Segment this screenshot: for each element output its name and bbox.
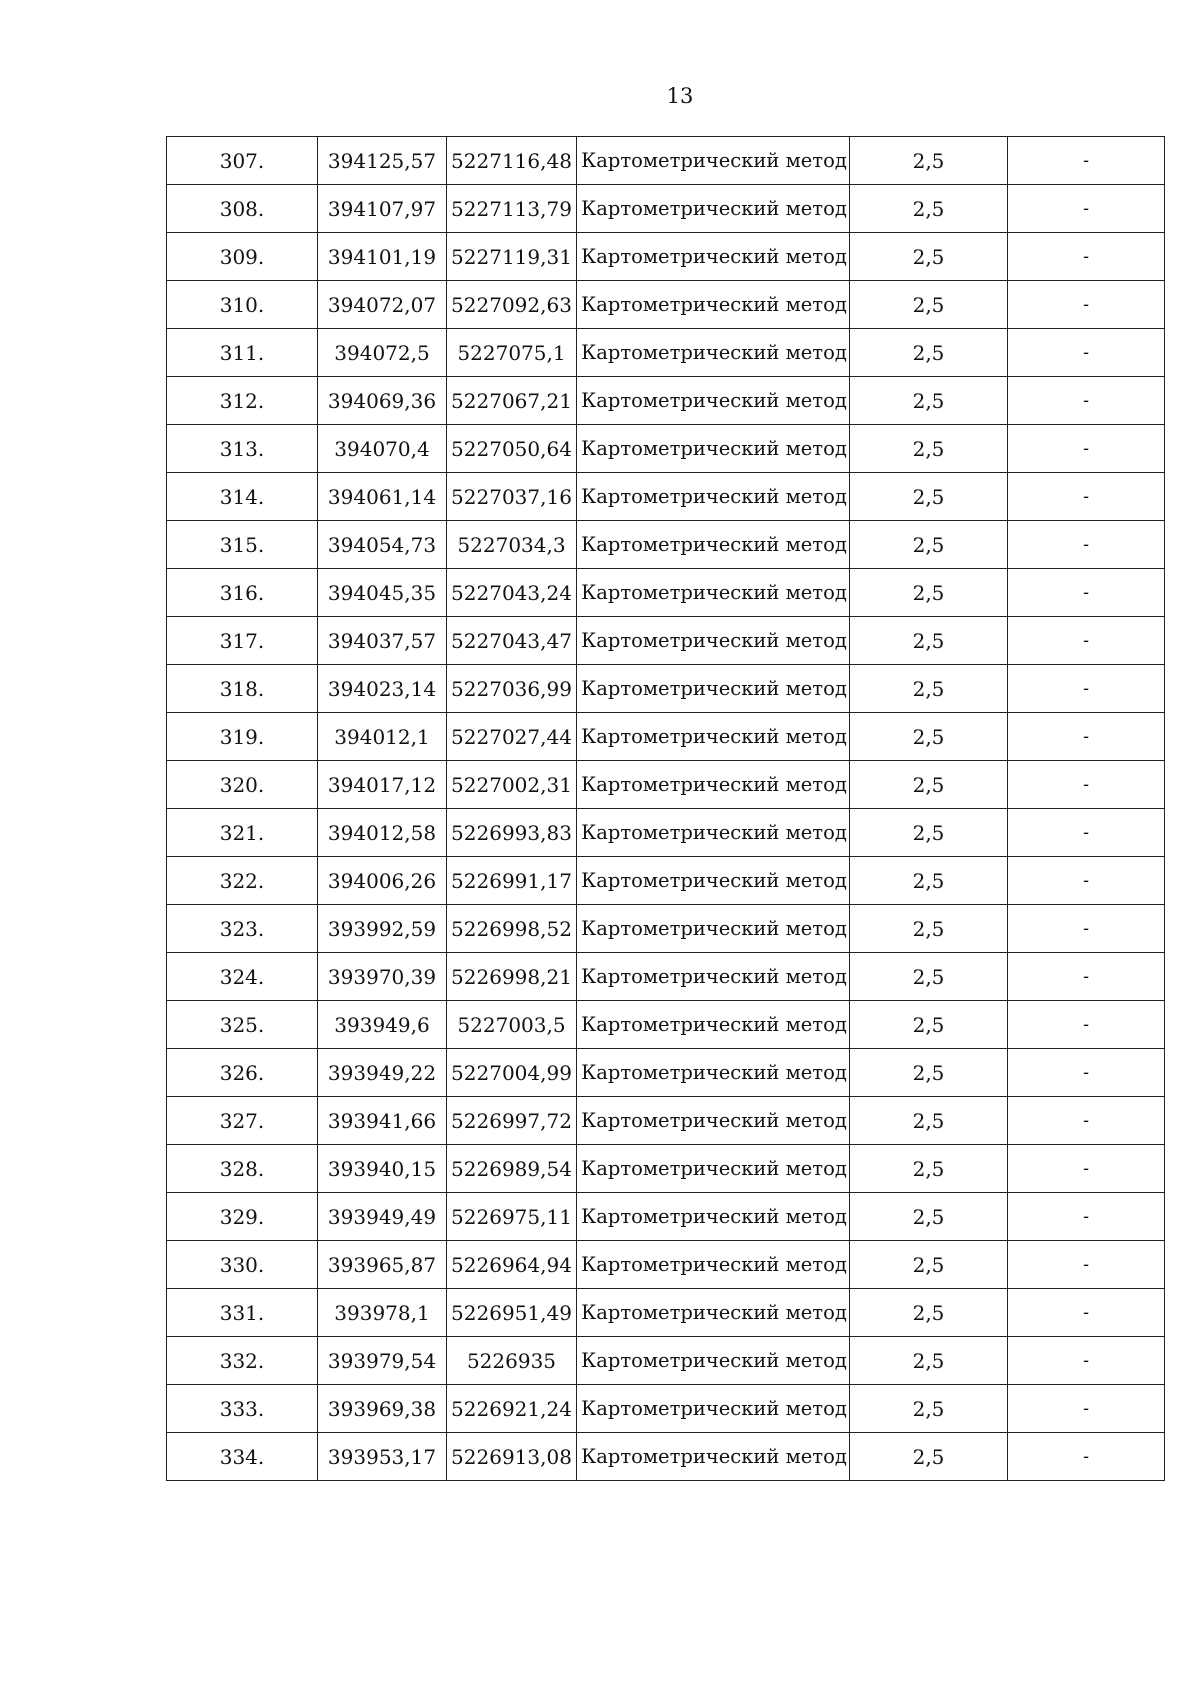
- x-coordinate-cell: 393940,15: [318, 1145, 447, 1193]
- accuracy-cell: 2,5: [850, 1337, 1008, 1385]
- description-cell: -: [1008, 809, 1165, 857]
- point-number-cell: 332.: [167, 1337, 318, 1385]
- description-cell: -: [1008, 617, 1165, 665]
- description-cell: -: [1008, 185, 1165, 233]
- point-number-cell: 313.: [167, 425, 318, 473]
- description-cell: -: [1008, 521, 1165, 569]
- y-coordinate-cell: 5227119,31: [447, 233, 577, 281]
- page-number: 13: [666, 84, 694, 108]
- table-row: [167, 185, 1165, 233]
- description-cell: -: [1008, 425, 1165, 473]
- accuracy-cell: 2,5: [850, 137, 1008, 185]
- table-row: [167, 761, 1165, 809]
- y-coordinate-cell: 5227002,31: [447, 761, 577, 809]
- y-coordinate-cell: 5227113,79: [447, 185, 577, 233]
- method-cell: Картометрический метод: [577, 713, 850, 761]
- accuracy-cell: 2,5: [850, 953, 1008, 1001]
- description-cell: -: [1008, 281, 1165, 329]
- method-cell: Картометрический метод: [577, 473, 850, 521]
- y-coordinate-cell: 5226964,94: [447, 1241, 577, 1289]
- accuracy-cell: 2,5: [850, 521, 1008, 569]
- description-cell: -: [1008, 857, 1165, 905]
- x-coordinate-cell: 394072,07: [318, 281, 447, 329]
- y-coordinate-cell: 5227043,24: [447, 569, 577, 617]
- description-cell: -: [1008, 1001, 1165, 1049]
- table-row: [167, 521, 1165, 569]
- x-coordinate-cell: 394069,36: [318, 377, 447, 425]
- x-coordinate-cell: 393941,66: [318, 1097, 447, 1145]
- method-cell: Картометрический метод: [577, 1049, 850, 1097]
- point-number-cell: 311.: [167, 329, 318, 377]
- accuracy-cell: 2,5: [850, 281, 1008, 329]
- y-coordinate-cell: 5226951,49: [447, 1289, 577, 1337]
- x-coordinate-cell: 394070,4: [318, 425, 447, 473]
- point-number-cell: 326.: [167, 1049, 318, 1097]
- accuracy-cell: 2,5: [850, 713, 1008, 761]
- description-cell: -: [1008, 1337, 1165, 1385]
- description-cell: -: [1008, 137, 1165, 185]
- y-coordinate-cell: 5227004,99: [447, 1049, 577, 1097]
- y-coordinate-cell: 5226975,11: [447, 1193, 577, 1241]
- description-cell: -: [1008, 1433, 1165, 1481]
- table-row: [167, 1049, 1165, 1097]
- x-coordinate-cell: 394012,1: [318, 713, 447, 761]
- method-cell: Картометрический метод: [577, 761, 850, 809]
- description-cell: -: [1008, 329, 1165, 377]
- method-cell: Картометрический метод: [577, 1289, 850, 1337]
- description-cell: -: [1008, 905, 1165, 953]
- x-coordinate-cell: 394125,57: [318, 137, 447, 185]
- accuracy-cell: 2,5: [850, 185, 1008, 233]
- table-row: [167, 425, 1165, 473]
- description-cell: -: [1008, 1289, 1165, 1337]
- table-row: [167, 1001, 1165, 1049]
- x-coordinate-cell: 393970,39: [318, 953, 447, 1001]
- method-cell: Картометрический метод: [577, 905, 850, 953]
- method-cell: Картометрический метод: [577, 1145, 850, 1193]
- method-cell: Картометрический метод: [577, 617, 850, 665]
- x-coordinate-cell: 393992,59: [318, 905, 447, 953]
- table-row: [167, 1097, 1165, 1145]
- method-cell: Картометрический метод: [577, 1385, 850, 1433]
- method-cell: Картометрический метод: [577, 521, 850, 569]
- y-coordinate-cell: 5226935: [447, 1337, 577, 1385]
- method-cell: Картометрический метод: [577, 953, 850, 1001]
- table-row: [167, 137, 1165, 185]
- accuracy-cell: 2,5: [850, 1433, 1008, 1481]
- accuracy-cell: 2,5: [850, 1289, 1008, 1337]
- table-row: [167, 665, 1165, 713]
- y-coordinate-cell: 5227092,63: [447, 281, 577, 329]
- y-coordinate-cell: 5227036,99: [447, 665, 577, 713]
- point-number-cell: 307.: [167, 137, 318, 185]
- point-number-cell: 310.: [167, 281, 318, 329]
- x-coordinate-cell: 393949,22: [318, 1049, 447, 1097]
- method-cell: Картометрический метод: [577, 137, 850, 185]
- table-row: [167, 857, 1165, 905]
- description-cell: -: [1008, 1049, 1165, 1097]
- point-number-cell: 323.: [167, 905, 318, 953]
- method-cell: Картометрический метод: [577, 1433, 850, 1481]
- table-row: [167, 329, 1165, 377]
- accuracy-cell: 2,5: [850, 857, 1008, 905]
- description-cell: -: [1008, 569, 1165, 617]
- method-cell: Картометрический метод: [577, 329, 850, 377]
- table-row: [167, 617, 1165, 665]
- table-row: [167, 905, 1165, 953]
- point-number-cell: 309.: [167, 233, 318, 281]
- x-coordinate-cell: 393949,6: [318, 1001, 447, 1049]
- x-coordinate-cell: 394072,5: [318, 329, 447, 377]
- description-cell: -: [1008, 953, 1165, 1001]
- y-coordinate-cell: 5227050,64: [447, 425, 577, 473]
- point-number-cell: 312.: [167, 377, 318, 425]
- y-coordinate-cell: 5226993,83: [447, 809, 577, 857]
- x-coordinate-cell: 393949,49: [318, 1193, 447, 1241]
- x-coordinate-cell: 394061,14: [318, 473, 447, 521]
- accuracy-cell: 2,5: [850, 1193, 1008, 1241]
- table-row: [167, 281, 1165, 329]
- y-coordinate-cell: 5226991,17: [447, 857, 577, 905]
- description-cell: -: [1008, 665, 1165, 713]
- table-row: [167, 1241, 1165, 1289]
- y-coordinate-cell: 5226989,54: [447, 1145, 577, 1193]
- y-coordinate-cell: 5227075,1: [447, 329, 577, 377]
- accuracy-cell: 2,5: [850, 1001, 1008, 1049]
- x-coordinate-cell: 393969,38: [318, 1385, 447, 1433]
- method-cell: Картометрический метод: [577, 809, 850, 857]
- table-row: [167, 1337, 1165, 1385]
- accuracy-cell: 2,5: [850, 569, 1008, 617]
- point-number-cell: 325.: [167, 1001, 318, 1049]
- y-coordinate-cell: 5226913,08: [447, 1433, 577, 1481]
- x-coordinate-cell: 394017,12: [318, 761, 447, 809]
- accuracy-cell: 2,5: [850, 761, 1008, 809]
- y-coordinate-cell: 5226997,72: [447, 1097, 577, 1145]
- table-row: [167, 809, 1165, 857]
- accuracy-cell: 2,5: [850, 1145, 1008, 1193]
- coordinates-table: [166, 136, 1165, 1481]
- y-coordinate-cell: 5226998,52: [447, 905, 577, 953]
- point-number-cell: 333.: [167, 1385, 318, 1433]
- accuracy-cell: 2,5: [850, 425, 1008, 473]
- method-cell: Картометрический метод: [577, 1001, 850, 1049]
- method-cell: Картометрический метод: [577, 281, 850, 329]
- table-row: [167, 713, 1165, 761]
- description-cell: -: [1008, 233, 1165, 281]
- description-cell: -: [1008, 473, 1165, 521]
- point-number-cell: 329.: [167, 1193, 318, 1241]
- y-coordinate-cell: 5227116,48: [447, 137, 577, 185]
- point-number-cell: 330.: [167, 1241, 318, 1289]
- accuracy-cell: 2,5: [850, 233, 1008, 281]
- point-number-cell: 308.: [167, 185, 318, 233]
- accuracy-cell: 2,5: [850, 1241, 1008, 1289]
- x-coordinate-cell: 394054,73: [318, 521, 447, 569]
- point-number-cell: 318.: [167, 665, 318, 713]
- accuracy-cell: 2,5: [850, 1385, 1008, 1433]
- accuracy-cell: 2,5: [850, 377, 1008, 425]
- point-number-cell: 316.: [167, 569, 318, 617]
- y-coordinate-cell: 5227034,3: [447, 521, 577, 569]
- x-coordinate-cell: 393978,1: [318, 1289, 447, 1337]
- accuracy-cell: 2,5: [850, 617, 1008, 665]
- table-row: [167, 1193, 1165, 1241]
- y-coordinate-cell: 5226998,21: [447, 953, 577, 1001]
- table-row: [167, 1289, 1165, 1337]
- point-number-cell: 327.: [167, 1097, 318, 1145]
- x-coordinate-cell: 393965,87: [318, 1241, 447, 1289]
- method-cell: Картометрический метод: [577, 1241, 850, 1289]
- description-cell: -: [1008, 1145, 1165, 1193]
- x-coordinate-cell: 393979,54: [318, 1337, 447, 1385]
- method-cell: Картометрический метод: [577, 377, 850, 425]
- accuracy-cell: 2,5: [850, 329, 1008, 377]
- accuracy-cell: 2,5: [850, 1097, 1008, 1145]
- y-coordinate-cell: 5227003,5: [447, 1001, 577, 1049]
- method-cell: Картометрический метод: [577, 1337, 850, 1385]
- y-coordinate-cell: 5227037,16: [447, 473, 577, 521]
- point-number-cell: 322.: [167, 857, 318, 905]
- x-coordinate-cell: 394012,58: [318, 809, 447, 857]
- point-number-cell: 314.: [167, 473, 318, 521]
- point-number-cell: 331.: [167, 1289, 318, 1337]
- table-row: [167, 377, 1165, 425]
- point-number-cell: 334.: [167, 1433, 318, 1481]
- table-row: [167, 1433, 1165, 1481]
- point-number-cell: 320.: [167, 761, 318, 809]
- method-cell: Картометрический метод: [577, 857, 850, 905]
- method-cell: Картометрический метод: [577, 665, 850, 713]
- x-coordinate-cell: 394037,57: [318, 617, 447, 665]
- y-coordinate-cell: 5227043,47: [447, 617, 577, 665]
- y-coordinate-cell: 5227027,44: [447, 713, 577, 761]
- accuracy-cell: 2,5: [850, 665, 1008, 713]
- table-row: [167, 473, 1165, 521]
- x-coordinate-cell: 394101,19: [318, 233, 447, 281]
- description-cell: -: [1008, 1097, 1165, 1145]
- method-cell: Картометрический метод: [577, 425, 850, 473]
- x-coordinate-cell: 394006,26: [318, 857, 447, 905]
- accuracy-cell: 2,5: [850, 473, 1008, 521]
- point-number-cell: 321.: [167, 809, 318, 857]
- point-number-cell: 328.: [167, 1145, 318, 1193]
- method-cell: Картометрический метод: [577, 1193, 850, 1241]
- table-row: [167, 569, 1165, 617]
- point-number-cell: 317.: [167, 617, 318, 665]
- description-cell: -: [1008, 1193, 1165, 1241]
- table-body: [167, 137, 1165, 1481]
- accuracy-cell: 2,5: [850, 905, 1008, 953]
- point-number-cell: 324.: [167, 953, 318, 1001]
- x-coordinate-cell: 394107,97: [318, 185, 447, 233]
- description-cell: -: [1008, 761, 1165, 809]
- description-cell: -: [1008, 377, 1165, 425]
- method-cell: Картометрический метод: [577, 569, 850, 617]
- table-row: [167, 1385, 1165, 1433]
- table-row: [167, 1145, 1165, 1193]
- point-number-cell: 319.: [167, 713, 318, 761]
- method-cell: Картометрический метод: [577, 185, 850, 233]
- x-coordinate-cell: 394045,35: [318, 569, 447, 617]
- accuracy-cell: 2,5: [850, 809, 1008, 857]
- y-coordinate-cell: 5226921,24: [447, 1385, 577, 1433]
- x-coordinate-cell: 394023,14: [318, 665, 447, 713]
- description-cell: -: [1008, 1241, 1165, 1289]
- method-cell: Картометрический метод: [577, 233, 850, 281]
- method-cell: Картометрический метод: [577, 1097, 850, 1145]
- y-coordinate-cell: 5227067,21: [447, 377, 577, 425]
- accuracy-cell: 2,5: [850, 1049, 1008, 1097]
- description-cell: -: [1008, 713, 1165, 761]
- table-row: [167, 233, 1165, 281]
- table-row: [167, 953, 1165, 1001]
- description-cell: -: [1008, 1385, 1165, 1433]
- x-coordinate-cell: 393953,17: [318, 1433, 447, 1481]
- point-number-cell: 315.: [167, 521, 318, 569]
